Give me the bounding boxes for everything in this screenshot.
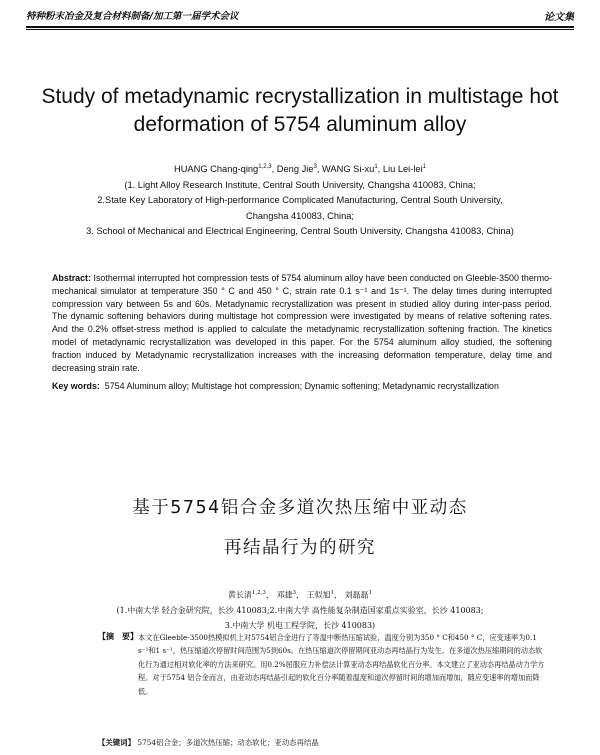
author-name: 王似旭 bbox=[306, 590, 331, 600]
english-authors-block bbox=[20, 160, 580, 240]
header-rule bbox=[26, 26, 574, 28]
keywords-text: 5754 Aluminum alloy; Multistage hot compression; Dynamic softening; Metadynamic recrystallization bbox=[104, 381, 499, 391]
author-separator: ， bbox=[295, 590, 307, 600]
author-affiliation-mark: 1 bbox=[422, 164, 426, 170]
author-name: WANG Si-xu bbox=[321, 164, 375, 175]
author-affiliation-mark: 1 bbox=[368, 590, 373, 596]
keywords-label: Key words: bbox=[52, 381, 100, 391]
chinese-title bbox=[20, 488, 580, 568]
author-name: 刘磊磊 bbox=[344, 590, 369, 600]
chinese-abstract: 本文在Gleeble-3500热模拟机上对5754铝合金进行了等温中断热压缩试验，温度分别为350 ° C和450 ° C，应变速率为0.1 s⁻¹和1 s⁻¹，热压缩道次停留时间范围为5到60s。在热压缩道次停留期间亚动态再结晶行为发生。在多道次热压缩期间的动态软化行为通过相对软化率的方法来研究。用0.2%屈服应力补偿法计算亚动态再结晶软化百分率。本文建立了亚动态再结晶动力学方程。对于5754 铝合金而言，由亚动态再结晶引起的软化百分率随着温度和道次停留时间的增加而增加，随应变速率的增加而降低。 bbox=[138, 633, 545, 696]
affiliation-line: (1. Light Alloy Research Institute, Central South University, Changsha 410083, China; bbox=[124, 179, 476, 190]
affiliation-line: Changsha 410083, China; bbox=[245, 210, 355, 221]
author-affiliation-mark: 3 bbox=[292, 590, 296, 596]
author-affiliation-mark: 1 bbox=[330, 590, 335, 596]
english-author-list bbox=[20, 160, 580, 178]
author-affiliation-mark: 3 bbox=[313, 164, 317, 170]
author-separator: , bbox=[316, 164, 322, 175]
author-name: HUANG Chang-qing bbox=[174, 164, 259, 175]
author-name: 黄长清 bbox=[227, 590, 252, 600]
affiliation-line: 3. School of Mechanical and Electrical Engineering, Central South University, Changsha 410083, China) bbox=[86, 226, 514, 237]
chinese-authors-block bbox=[20, 586, 580, 633]
author-name: Deng Jie bbox=[276, 164, 314, 175]
author-affiliation-mark: 1,2,3 bbox=[258, 164, 272, 170]
english-title-line-2: deformation of 5754 aluminum alloy bbox=[133, 113, 467, 136]
author-name: Liu Lei-lei bbox=[382, 164, 423, 175]
journal-name: 特种粉末冶金及复合材料制备/加工第一届学术会议 bbox=[26, 11, 239, 22]
english-keywords bbox=[52, 380, 552, 393]
chinese-abstract-label: 【摘 要】 bbox=[98, 632, 138, 641]
abstract-label: Abstract: bbox=[52, 273, 91, 283]
english-abstract bbox=[52, 272, 552, 374]
chinese-affiliation-line: (1.中南大学 轻合金研究院，长沙 410083;2.中南大学 高性能复杂制造国家重点实验室，长沙 410083; bbox=[116, 605, 484, 615]
chinese-affiliation-line: 3.中南大学 机电工程学院，长沙 410083) bbox=[224, 620, 376, 630]
chinese-keywords-text: 5754铝合金；多道次热压缩；动态软化；亚动态再结晶 bbox=[137, 738, 319, 747]
chinese-title-line-2: 再结晶行为的研究 bbox=[224, 538, 376, 558]
running-header bbox=[26, 8, 574, 24]
author-name: 邓捷 bbox=[276, 590, 293, 600]
author-separator: , bbox=[271, 164, 277, 175]
english-title bbox=[20, 83, 580, 139]
author-affiliation-mark: 1,2,3 bbox=[251, 590, 266, 596]
chinese-author-list bbox=[20, 586, 580, 603]
chinese-keywords bbox=[98, 737, 558, 748]
author-separator: ， bbox=[265, 590, 277, 600]
english-title-line-1: Study of metadynamic recrystallization in multistage hot bbox=[41, 85, 559, 108]
section-name: 论文集 bbox=[544, 12, 574, 23]
chinese-keywords-label: 【关键词】 bbox=[98, 738, 135, 747]
chinese-title-line-1: 基于5754铝合金多道次热压缩中亚动态 bbox=[132, 498, 468, 518]
author-affiliation-mark: 1 bbox=[374, 164, 378, 170]
abstract-text: Isothermal interrupted hot compression tests of 5754 aluminum alloy have been conducted on Gleeble-3500 thermo-mechanical simulator at temperature 350 ° C and 450 ° C, strain rate 0.1 s⁻¹ and 1s⁻¹. The delay times during interrupted compression vary between 5s and 60s. Metadynamic recrystallization was present in studied alloy during inter-pass period. The dynamic softening behaviors during multistage hot compression were investigated by means of relative softening rates. And the 0.2% offset-stress method is applied to calculate the metadynamic recrystallization softening fraction. The kinetics model of metadynamic recrystallization was developed in this paper. For the 5754 aluminum alloy studied, the softening fraction induced by Metadynamic recrystallization increases with the increasing deformation temperature, delay time and decreasing strain rate. bbox=[52, 273, 553, 373]
author-separator: , bbox=[377, 164, 383, 175]
affiliation-line: 2.State Key Laboratory of High-performance Complicated Manufacturing, Central South University, bbox=[97, 195, 503, 206]
author-separator: ， bbox=[334, 590, 345, 600]
header-rule-thin bbox=[26, 29, 574, 30]
